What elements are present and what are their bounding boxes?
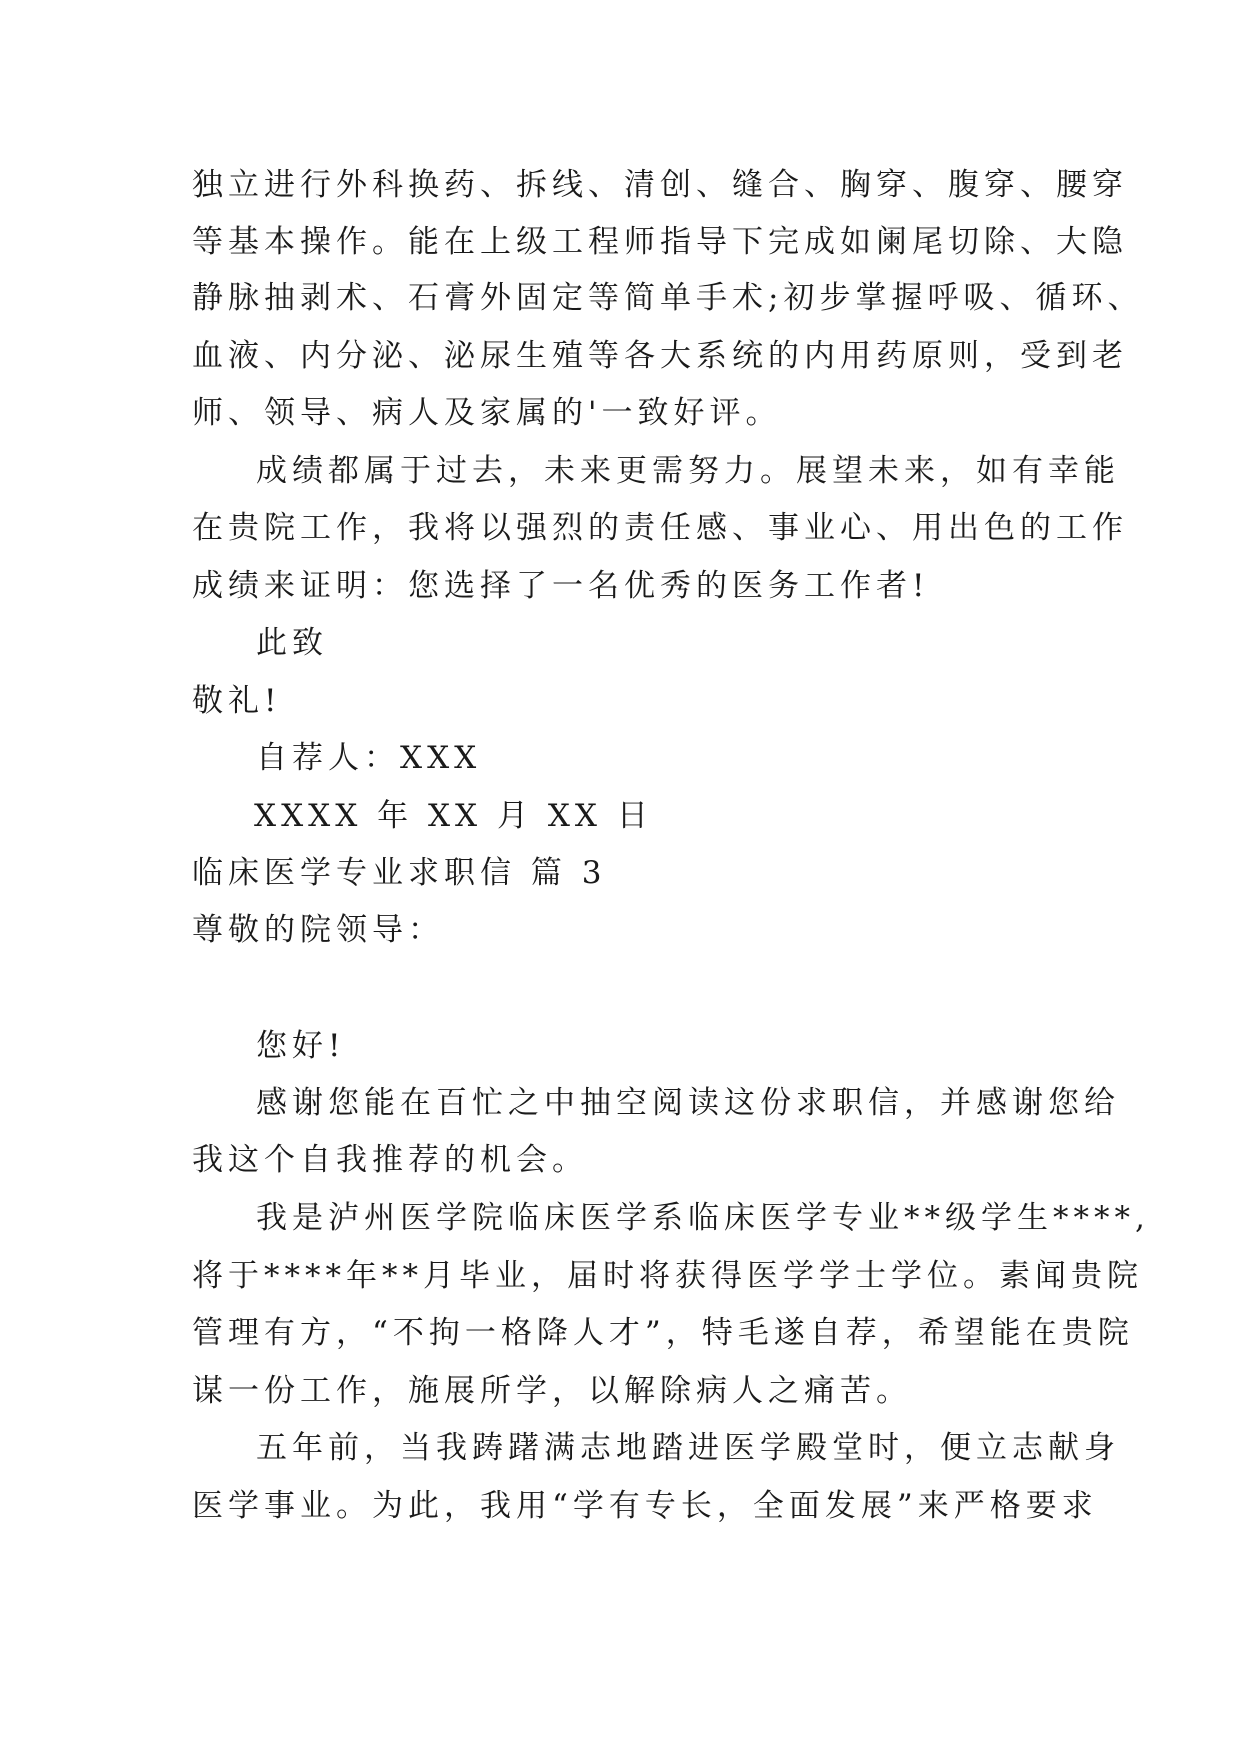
paragraph-line: 独立进行外科换药、拆线、清创、缝合、胸穿、腹穿、腰穿 [192, 167, 1128, 203]
paragraph-line: 感谢您能在百忙之中抽空阅读这份求职信，并感谢您给 [256, 1085, 1120, 1121]
paragraph-line: 管理有方，“不拘一格降人才”，特毛遂自荐，希望能在贵院 [192, 1315, 1134, 1351]
paragraph-line: 在贵院工作，我将以强烈的责任感、事业心、用出色的工作 [192, 510, 1128, 546]
section-title: 临床医学专业求职信 篇 3 [192, 855, 607, 891]
paragraph-line: 成绩来证明：您选择了一名优秀的医务工作者! [192, 568, 930, 604]
paragraph-line: 将于****年**月毕业，届时将获得医学学士学位。素闻贵院 [192, 1258, 1143, 1294]
paragraph-line: 静脉抽剥术、石膏外固定等简单手术;初步掌握呼吸、循环、 [192, 280, 1144, 316]
paragraph-line: 谋一份工作，施展所学，以解除病人之痛苦。 [192, 1373, 912, 1409]
paragraph-line: 五年前，当我踌躇满志地踏进医学殿堂时，便立志献身 [256, 1430, 1120, 1466]
paragraph-line: 我这个自我推荐的机会。 [192, 1142, 588, 1178]
closing-line: 此致 [256, 625, 328, 661]
paragraph-line: 血液、内分泌、泌尿生殖等各大系统的内用药原则，受到老 [192, 338, 1128, 374]
date-line: XXXX 年 XX 月 XX 日 [254, 798, 653, 834]
signature-line: 自荐人：XXX [256, 740, 482, 776]
salutation: 尊敬的院领导： [192, 912, 444, 948]
paragraph-line: 等基本操作。能在上级工程师指导下完成如阑尾切除、大隐 [192, 224, 1128, 260]
paragraph-line: 成绩都属于过去，未来更需努力。展望未来，如有幸能 [256, 453, 1120, 489]
paragraph-line: 师、领导、病人及家属的'一致好评。 [192, 395, 782, 431]
greeting: 您好! [256, 1028, 346, 1064]
paragraph-line: 医学事业。为此，我用“学有专长，全面发展”来严格要求 [192, 1488, 1098, 1524]
closing-regards: 敬礼! [192, 683, 282, 719]
paragraph-line: 我是泸州医学院临床医学系临床医学专业**级学生****, [256, 1200, 1150, 1236]
